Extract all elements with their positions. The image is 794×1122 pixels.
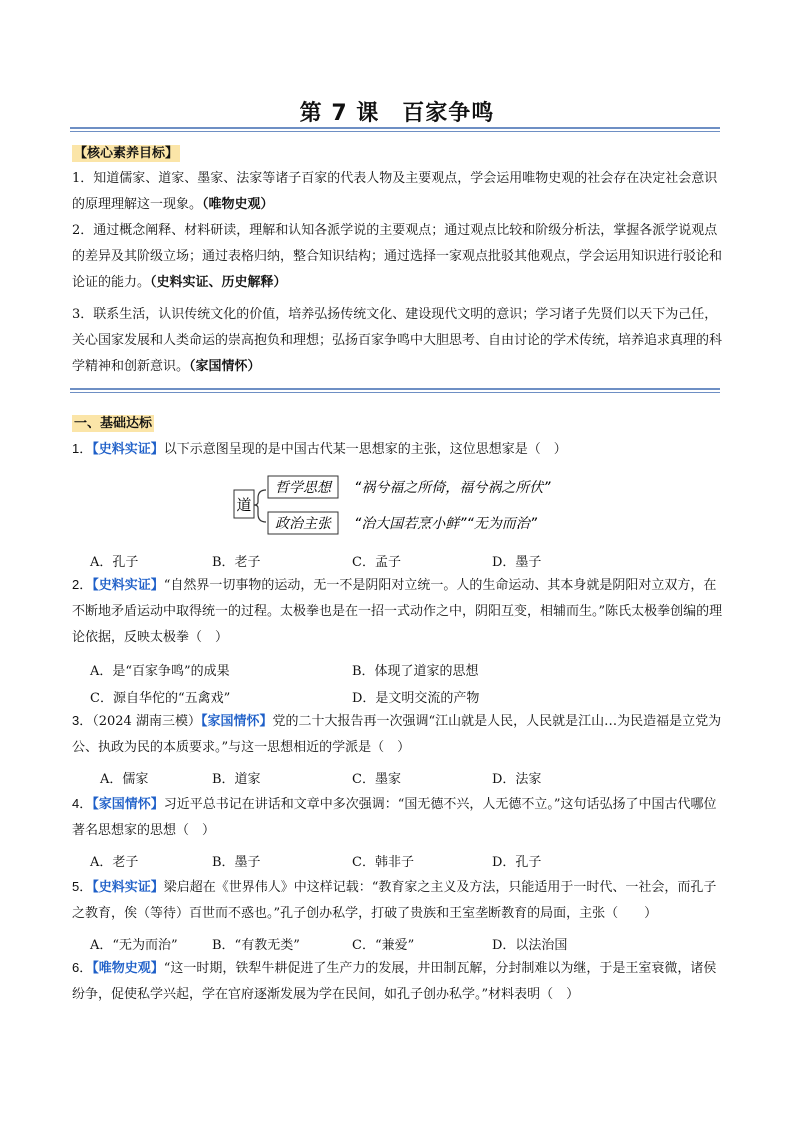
question-5: 5．【史料实证】梁启超在《世界伟人》中这样记载：“教育家之主义及方法，只能适用于一时代、一社会，而孔子之教育，俟（等待）百世而不惑也。”孔子创办私学，打破了贵族和王室垄断教育的局面，主张（ ） bbox=[72, 879, 717, 921]
q2-option-b[interactable]: B．体现了道家的思想 bbox=[352, 664, 479, 679]
q3-option-c[interactable]: C．墨家 bbox=[352, 772, 401, 787]
q2-option-c[interactable]: C．源自华佗的“五禽戏” bbox=[90, 691, 231, 706]
goals-divider bbox=[70, 388, 720, 393]
q4-option-b[interactable]: B．墨子 bbox=[212, 855, 261, 870]
q4-option-c[interactable]: C．韩非子 bbox=[352, 855, 414, 870]
goals-heading: 【核心素养目标】 bbox=[74, 146, 179, 161]
q4-option-a[interactable]: A．老子 bbox=[90, 855, 139, 870]
q2-option-d[interactable]: D．是文明交流的产物 bbox=[352, 691, 480, 706]
q5-option-a[interactable]: A．“无为而治” bbox=[90, 938, 178, 953]
question-1-diagram bbox=[228, 470, 588, 540]
title-divider bbox=[70, 127, 720, 132]
goal-1: 1．知道儒家、道家、墨家、法家等诸子百家的代表人物及主要观点，学会运用唯物史观的社会存在决定社会意识的原理理解这一现象。（唯物史观） bbox=[72, 171, 718, 212]
page-title: 第 7 课 百家争鸣 bbox=[299, 101, 495, 126]
section-heading: 一、基础达标 bbox=[74, 416, 153, 431]
row2-label: 政治主张 bbox=[275, 516, 331, 532]
q1-option-a[interactable]: A．孔子 bbox=[90, 555, 139, 570]
question-4: 4．【家国情怀】习近平总书记在讲话和文章中多次强调：“国无德不兴，人无德不立。”这句话弘扬了中国古代哪位著名思想家的思想（ ） bbox=[72, 796, 717, 838]
daoist-concept-map bbox=[228, 470, 588, 540]
q5-option-b[interactable]: B．“有教无类” bbox=[212, 938, 300, 953]
row2-quote: “治大国若烹小鲜”“无为而治” bbox=[354, 516, 538, 532]
q1-option-d[interactable]: D．墨子 bbox=[492, 555, 542, 570]
goal-3: 3．联系生活，认识传统文化的价值，培养弘扬传统文化、建设现代文明的意识；学习诸子先贤们以天下为己任，关心国家发展和人类命运的崇高抱负和理想；弘扬百家争鸣中大胆思考、自由讨论的学术传统，培养追求真理的科学精神和创新意识。（家国情怀） bbox=[72, 307, 723, 374]
q2-option-a[interactable]: A．是“百家争鸣”的成果 bbox=[90, 664, 230, 679]
question-1: 1．【史料实证】以下示意图呈现的是中国古代某一思想家的主张，这位思想家是（ ） bbox=[72, 441, 567, 457]
q3-option-d[interactable]: D．法家 bbox=[492, 772, 542, 787]
q1-option-c[interactable]: C．孟子 bbox=[352, 555, 401, 570]
root-label: 道 bbox=[236, 496, 252, 514]
question-3: 3．（2024 湖南三模）【家国情怀】党的二十大报告再一次强调“江山就是人民，人民就是江山…为民造福是立党为公、执政为民的本质要求。”与这一思想相近的学派是（ ） bbox=[72, 713, 722, 755]
question-6: 6．【唯物史观】“这一时期，铁犁牛耕促进了生产力的发展，井田制瓦解，分封制难以为继，于是王室衰微，诸侯纷争，促使私学兴起，学在官府逐渐发展为学在民间，如孔子创办私学。”材料表明（ ） bbox=[72, 960, 717, 1002]
goal-2: 2．通过概念阐释、材料研读，理解和认知各派学说的主要观点；通过观点比较和阶级分析法，掌握各派学说观点的差异及其阶级立场；通过表格归纳，整合知识结构；通过选择一家观点批驳其他观点，学会运用知识进行驳论和论证的能力。（史料实证、历史解释） bbox=[72, 223, 723, 290]
q4-option-d[interactable]: D．孔子 bbox=[492, 855, 542, 870]
q3-option-b[interactable]: B．道家 bbox=[212, 772, 261, 787]
q1-option-b[interactable]: B．老子 bbox=[212, 555, 261, 570]
brace bbox=[254, 490, 266, 522]
q3-option-a[interactable]: A．儒家 bbox=[100, 772, 149, 787]
q5-option-d[interactable]: D．以法治国 bbox=[492, 938, 568, 953]
row1-quote: “祸兮福之所倚，福兮祸之所伏” bbox=[354, 480, 551, 496]
row1-label: 哲学思想 bbox=[275, 480, 331, 496]
question-2: 2．【史料实证】“自然界一切事物的运动，无一不是阴阳对立统一。人的生命运动、其本身就是阴阳对立双方，在不断地矛盾运动中取得统一的过程。太极拳也是在一招一式动作之中，阴阳互变，相辅而生。”陈氏太极拳创编的理论依据，反映太极拳（ ） bbox=[72, 577, 723, 645]
q5-option-c[interactable]: C．“兼爱” bbox=[352, 938, 415, 953]
